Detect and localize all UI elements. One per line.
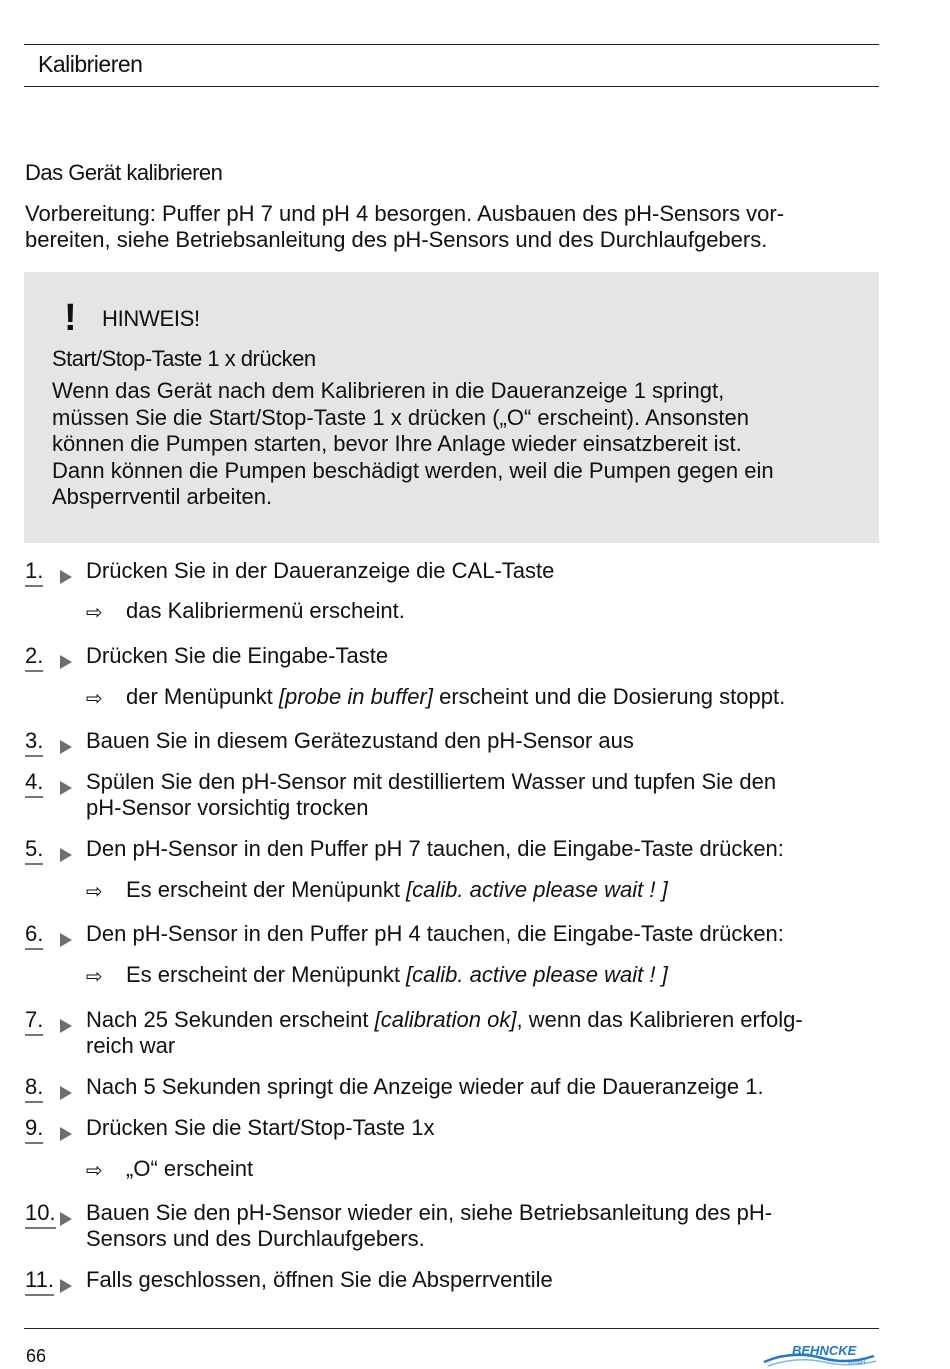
step-text: Drücken Sie die Eingabe-Taste: [86, 643, 389, 668]
step-number: 11.: [25, 1267, 54, 1293]
step-arrow-icon: [60, 781, 72, 795]
step-result: Es erscheint der Menüpunkt [calib. active please wait ! ]: [126, 962, 668, 987]
step-arrow-icon: [60, 1019, 72, 1033]
notice-box: [24, 272, 879, 543]
step-arrow-icon: [60, 655, 72, 669]
step-text: Bauen Sie in diesem Gerätezustand den pH-Sensor aus: [86, 728, 634, 753]
step-arrow-icon: [60, 1127, 72, 1141]
page-title: Kalibrieren: [38, 51, 143, 77]
result-arrow-icon: ⇨: [86, 688, 103, 710]
step-text: Spülen Sie den pH-Sensor mit destilliertem Wasser und tupfen Sie den pH-Sensor vorsichtig trocken: [86, 769, 777, 820]
step-arrow-icon: [60, 570, 72, 584]
step-arrow-icon: [60, 1086, 72, 1100]
page-number: 66: [26, 1346, 47, 1366]
step-text: Drücken Sie die Start/Stop-Taste 1x: [86, 1115, 435, 1140]
step-arrow-icon: [60, 848, 72, 862]
footer-rule: [24, 1328, 879, 1329]
step-number: 10.: [25, 1200, 56, 1226]
step-number: 4.: [25, 769, 43, 795]
svg-text:GmbH: GmbH: [848, 1360, 866, 1366]
notice-line: Wenn das Gerät nach dem Kalibrieren in die Daueranzeige 1 springt,: [52, 378, 725, 403]
step-arrow-icon: [60, 1212, 72, 1226]
step-arrow-icon: [60, 1279, 72, 1293]
brand-logo: [762, 1340, 882, 1368]
step-number: 5.: [25, 836, 43, 862]
result-arrow-icon: ⇨: [86, 966, 103, 988]
step-number: 1.: [25, 558, 43, 584]
step-number: 9.: [25, 1115, 43, 1141]
intro-line-1: Vorbereitung: Puffer pH 7 und pH 4 besorgen. Ausbauen des pH-Sensors vor-: [25, 201, 785, 226]
section-heading: Das Gerät kalibrieren: [25, 160, 223, 185]
notice-title: Start/Stop-Taste 1 x drücken: [52, 346, 316, 371]
notice-line: Dann können die Pumpen beschädigt werden, weil die Pumpen gegen ein: [52, 457, 774, 483]
step-number: 6.: [25, 921, 43, 947]
result-arrow-icon: ⇨: [86, 1160, 103, 1182]
exclamation-icon: !: [64, 297, 77, 339]
intro-line-2: bereiten, siehe Betriebsanleitung des pH-Sensors und des Durchlaufgebers.: [25, 227, 768, 252]
step-text: Nach 5 Sekunden springt die Anzeige wieder auf die Daueranzeige 1.: [86, 1074, 764, 1099]
step-text: Den pH-Sensor in den Puffer pH 4 tauchen, die Eingabe-Taste drücken:: [86, 921, 784, 946]
step-text: Nach 25 Sekunden erscheint [calibration ok], wenn das Kalibrieren erfolg- reich war: [86, 1007, 803, 1058]
notice-line: können die Pumpen starten, bevor Ihre Anlage wieder einsatzbereit ist.: [52, 431, 742, 456]
notice-label: HINWEIS!: [102, 306, 200, 331]
step-number: 8.: [25, 1074, 43, 1100]
step-result: „O“ erscheint: [126, 1156, 254, 1181]
step-text: Drücken Sie in der Daueranzeige die CAL-Taste: [86, 558, 555, 583]
step-number: 2.: [25, 643, 43, 669]
notice-body: [52, 378, 862, 511]
header-top-rule: [24, 44, 879, 45]
result-arrow-icon: ⇨: [86, 881, 103, 903]
step-result: Es erscheint der Menüpunkt [calib. active please wait ! ]: [126, 877, 668, 902]
step-result: der Menüpunkt [probe in buffer] erscheint und die Dosierung stoppt.: [126, 684, 786, 709]
step-arrow-icon: [60, 933, 72, 947]
step-text: Bauen Sie den pH-Sensor wieder ein, siehe Betriebsanleitung des pH- Sensors und des Durchlaufgebers.: [86, 1200, 773, 1251]
step-text: Den pH-Sensor in den Puffer pH 7 tauchen, die Eingabe-Taste drücken:: [86, 836, 784, 861]
step-number: 3.: [25, 728, 43, 754]
notice-line: Absperrventil arbeiten.: [52, 484, 273, 509]
step-text: Falls geschlossen, öffnen Sie die Absperrventile: [86, 1267, 553, 1292]
header-bottom-rule: [24, 86, 879, 87]
step-result: das Kalibriermenü erscheint.: [126, 598, 405, 623]
svg-text:BEHNCKE: BEHNCKE: [792, 1343, 857, 1358]
notice-line: müssen Sie die Start/Stop-Taste 1 x drücken („O“ erscheint). Ansonsten: [52, 404, 749, 430]
result-arrow-icon: ⇨: [86, 602, 103, 624]
step-arrow-icon: [60, 740, 72, 754]
step-number: 7.: [25, 1007, 43, 1033]
